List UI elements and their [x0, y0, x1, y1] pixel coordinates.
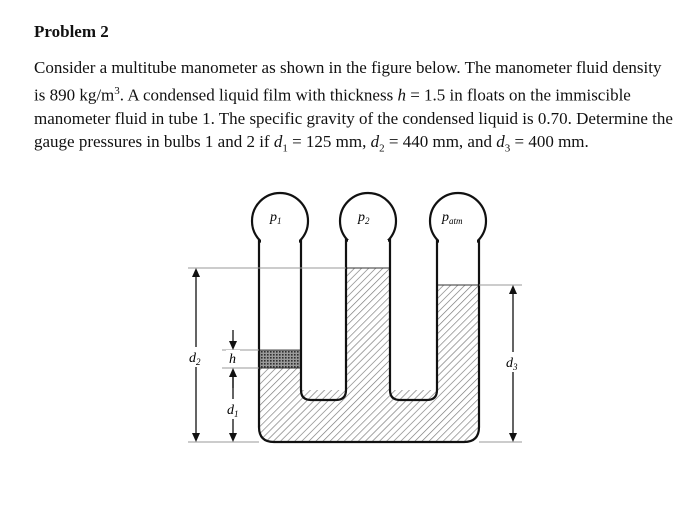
label-h: h [229, 352, 236, 367]
label-d1: $d_1$ [227, 403, 239, 419]
statement-part-6: = 400 mm. [510, 132, 589, 152]
statement-part-3: = 1.5 in floats on the immiscible manometer fluid in tube 1. The specific gravity of the condensed liquid is 0.70. Determine the gauge pressures in bulbs 1 and 2 if [34, 85, 673, 152]
var-d3: d [496, 132, 505, 152]
var-d1: d [273, 132, 283, 152]
label-d3: $d_3$ [506, 356, 518, 372]
condensed-film [259, 350, 301, 368]
statement-part-4: = 125 mm, [287, 132, 371, 152]
label-d2: $d_2$ [189, 351, 201, 367]
statement-part-1: Consider a multitube manometer as shown in the figure below. The manometer fluid density is 890 kg/m [34, 58, 662, 105]
var-d3-sub: 3 [504, 142, 511, 155]
problem-title: Problem 2 [34, 22, 109, 41]
var-d2-sub: 2 [379, 142, 385, 155]
statement-part-5: = 440 mm, and [384, 132, 497, 152]
var-d2: d [370, 132, 380, 152]
unit-exponent: 3 [114, 84, 120, 97]
label-p2: $p_2$ [358, 210, 370, 226]
statement-part-2: . A condensed liquid film with thickness [119, 85, 398, 105]
label-patm: $p_{atm}$ [442, 210, 463, 226]
var-d1-sub: 1 [282, 142, 288, 155]
var-h: h [397, 85, 406, 105]
label-p1: $p_1$ [270, 210, 282, 226]
